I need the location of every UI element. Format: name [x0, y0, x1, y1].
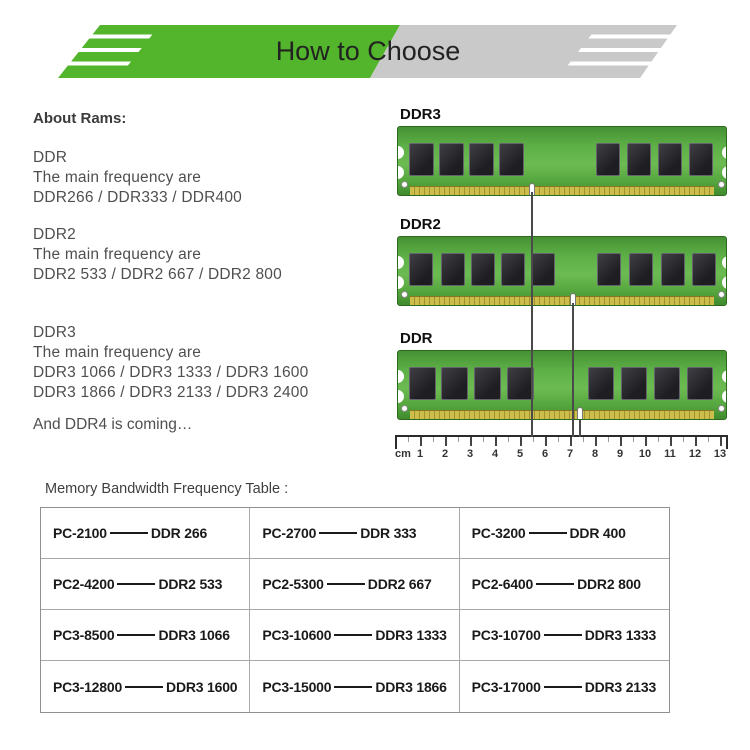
ram-module-ddr2 [397, 236, 727, 306]
ruler-tick-minor [633, 437, 634, 442]
pc-rating: PC2-6400 [471, 576, 534, 592]
banner-left-slash [71, 48, 142, 52]
banner-left-slash [60, 62, 131, 66]
dash-line [319, 532, 357, 534]
ruler-tick-major [695, 437, 697, 446]
banner-right-slash [588, 35, 700, 39]
table-cell [460, 661, 669, 712]
table-cell [460, 610, 669, 661]
edge-notch [397, 166, 404, 179]
memory-chip [441, 253, 465, 286]
ruler-tick-major [645, 437, 647, 446]
gold-contacts [410, 410, 714, 420]
ram-module-label: DDR3 [400, 106, 441, 123]
ruler-number: 13 [713, 448, 727, 460]
edge-notch [722, 390, 727, 403]
ram-module-label: DDR [400, 330, 433, 347]
ruler-tick-minor [608, 437, 609, 442]
ruler-tick-major [545, 437, 547, 446]
ddr-rating: DDR2 667 [367, 576, 432, 592]
table-cell [41, 508, 250, 559]
ruler-tick-minor [483, 437, 484, 442]
pc-rating: PC2-4200 [53, 576, 115, 592]
ruler-tick-minor [658, 437, 659, 442]
ruler-tick-minor [408, 437, 409, 442]
dash-line [334, 686, 372, 688]
page-title: How to Choose [275, 36, 461, 66]
banner-right-slash [568, 62, 700, 66]
dash-line [327, 583, 365, 585]
ram-type-name: DDR3 [33, 324, 77, 341]
memory-chip [531, 253, 555, 286]
memory-chip [409, 367, 436, 400]
ddr-rating: DDR3 1333 [584, 627, 657, 643]
ruler-tick-major [670, 437, 672, 446]
ruler-tick-minor [533, 437, 534, 442]
frequency-table [40, 507, 670, 713]
memory-chip [596, 143, 620, 176]
ram-module-ddr [397, 350, 727, 420]
ddr3-description [33, 323, 308, 403]
memory-chip [689, 143, 713, 176]
ram-module-ddr3 [397, 126, 727, 196]
memory-chip [474, 367, 501, 400]
ruler-tick-major [520, 437, 522, 446]
memory-chip [654, 367, 680, 400]
edge-notch [722, 146, 727, 159]
ddr-rating: DDR3 1866 [375, 678, 447, 695]
edge-notch [397, 276, 404, 289]
ruler-tick-major [720, 437, 722, 446]
ruler-tick-minor [433, 437, 434, 442]
memory-chip [441, 367, 468, 400]
memory-chip [501, 253, 525, 286]
mounting-hole [401, 291, 408, 298]
dash-line [544, 686, 582, 688]
memory-chip [469, 143, 494, 176]
table-cell [250, 559, 459, 610]
ram-frequency-line: DDR2 533 / DDR2 667 / DDR2 800 [33, 266, 282, 283]
edge-notch [397, 146, 404, 159]
ddr-rating: DDR2 533 [158, 576, 223, 592]
ruler-tick-minor [583, 437, 584, 442]
pc-rating: PC3-10700 [471, 627, 541, 643]
ram-frequency-line: DDR3 1866 / DDR3 2133 / DDR3 2400 [33, 384, 309, 401]
table-cell [460, 508, 669, 559]
pc-rating: PC-2100 [53, 525, 107, 541]
ruler-tick-major [495, 437, 497, 446]
table-cell [250, 661, 459, 712]
ruler-number: 6 [541, 448, 549, 460]
ruler-number: 2 [441, 448, 449, 460]
ddr-rating: DDR 333 [360, 525, 417, 541]
memory-chip [507, 367, 534, 400]
mounting-hole [718, 291, 725, 298]
ram-module-label: DDR2 [400, 216, 441, 233]
ddr-rating: DDR 400 [569, 525, 626, 541]
memory-chip [658, 143, 682, 176]
edge-notch [397, 390, 404, 403]
table-cell [250, 610, 459, 661]
ruler-number: 11 [664, 448, 676, 460]
memory-chip [692, 253, 716, 286]
ram-frequency-line: The main frequency are [33, 344, 202, 361]
ram-type-name: DDR2 [33, 226, 77, 243]
dash-line [334, 634, 372, 636]
table-title: Memory Bandwidth Frequency Table : [45, 481, 289, 497]
ruler-number: 4 [491, 448, 499, 460]
memory-chip [627, 143, 651, 176]
ruler-number: 5 [516, 448, 524, 460]
memory-chip [629, 253, 653, 286]
memory-chip [621, 367, 647, 400]
pc-rating: PC3-8500 [53, 627, 115, 643]
memory-chip [687, 367, 713, 400]
ddr4-note: And DDR4 is coming… [33, 416, 193, 433]
edge-notch [397, 256, 404, 269]
ddr-description [33, 148, 242, 208]
ruler-unit-label: cm [395, 448, 411, 460]
dash-line [544, 634, 582, 636]
ram-type-name: DDR [33, 149, 68, 166]
ddr2-description [33, 225, 282, 285]
ruler [395, 435, 728, 463]
mounting-hole [401, 405, 408, 412]
memory-chip [597, 253, 621, 286]
dash-line [125, 686, 163, 688]
ruler-number: 1 [416, 448, 424, 460]
key-notch [577, 407, 583, 420]
ruler-tick-minor [458, 437, 459, 442]
ram-frequency-line: The main frequency are [33, 246, 202, 263]
pc-rating: PC-2700 [262, 525, 317, 541]
memory-chip [661, 253, 685, 286]
pc-rating: PC3-10600 [262, 627, 332, 643]
edge-notch [722, 256, 727, 269]
banner-right-slash [578, 48, 700, 52]
dash-line [117, 583, 155, 585]
ruler-tick-major [470, 437, 472, 446]
ruler-end-cap [395, 435, 397, 449]
edge-notch [722, 166, 727, 179]
ruler-tick-minor [683, 437, 684, 442]
about-heading: About Rams: [33, 110, 127, 127]
memory-chip [439, 143, 464, 176]
memory-chip [499, 143, 524, 176]
memory-chip [409, 143, 434, 176]
table-cell [41, 661, 250, 712]
dash-line [110, 532, 148, 534]
ram-frequency-line: DDR3 1066 / DDR3 1333 / DDR3 1600 [33, 364, 309, 381]
ddr-rating: DDR3 1600 [166, 678, 238, 695]
ram-frequency-line: The main frequency are [33, 169, 202, 186]
notch-pointer-line [579, 420, 581, 437]
mounting-hole [718, 405, 725, 412]
table-cell [250, 508, 459, 559]
dash-line [529, 532, 567, 534]
ruler-tick-major [620, 437, 622, 446]
ram-frequency-line: DDR266 / DDR333 / DDR400 [33, 189, 242, 206]
ruler-number: 12 [688, 448, 702, 460]
ruler-tick-major [570, 437, 572, 446]
ddr-rating: DDR3 1066 [158, 627, 230, 643]
ruler-number: 3 [466, 448, 474, 460]
mounting-hole [401, 181, 408, 188]
ddr-rating: DDR2 800 [577, 576, 641, 592]
ruler-tick-major [420, 437, 422, 446]
ruler-end-cap [726, 435, 728, 449]
memory-chip [471, 253, 495, 286]
memory-chip [409, 253, 433, 286]
notch-pointer-line [531, 192, 533, 437]
ruler-number: 8 [591, 448, 599, 460]
ddr-rating: DDR3 1333 [375, 627, 447, 643]
ddr-rating: DDR3 2133 [584, 678, 657, 695]
table-cell [41, 559, 250, 610]
gold-contacts [410, 186, 714, 196]
ruler-tick-major [445, 437, 447, 446]
ruler-tick-major [595, 437, 597, 446]
pc-rating: PC2-5300 [262, 576, 324, 592]
memory-chip [588, 367, 614, 400]
notch-pointer-line [572, 303, 574, 437]
mounting-hole [718, 181, 725, 188]
edge-notch [397, 370, 404, 383]
pc-rating: PC-3200 [471, 525, 526, 541]
table-cell [41, 610, 250, 661]
pc-rating: PC3-17000 [471, 678, 541, 695]
pc-rating: PC3-15000 [262, 678, 332, 695]
ruler-tick-minor [708, 437, 709, 442]
gold-contacts [410, 296, 714, 306]
banner-left-slash [81, 35, 152, 39]
ruler-number: 9 [616, 448, 624, 460]
table-cell [460, 559, 669, 610]
ruler-number: 7 [566, 448, 574, 460]
pc-rating: PC3-12800 [53, 678, 123, 695]
ruler-tick-minor [558, 437, 559, 442]
edge-notch [722, 370, 727, 383]
dash-line [536, 583, 574, 585]
edge-notch [722, 276, 727, 289]
ddr-rating: DDR 266 [150, 525, 208, 541]
dash-line [117, 634, 155, 636]
ruler-number: 10 [638, 448, 652, 460]
ruler-tick-minor [508, 437, 509, 442]
